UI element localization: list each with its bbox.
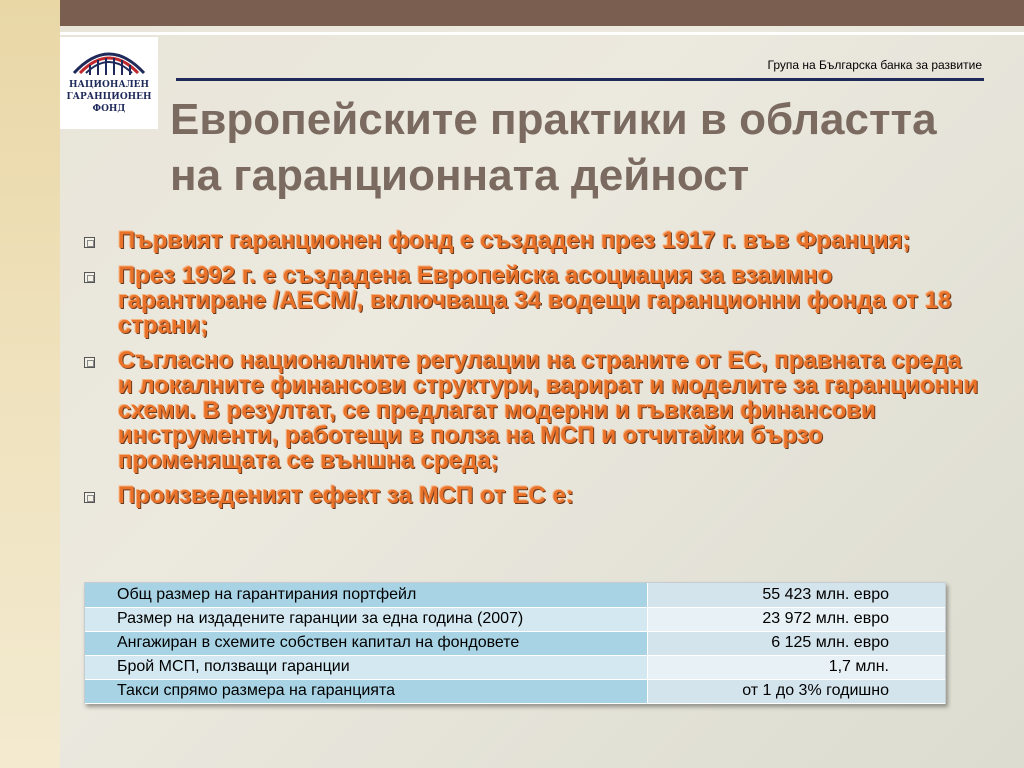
logo-line: НАЦИОНАЛЕН	[68, 80, 150, 90]
table-cell-label: Такси спрямо размера на гаранцията	[85, 679, 647, 703]
header-rule	[176, 78, 984, 81]
table-row	[85, 679, 945, 703]
bullet-item	[82, 348, 982, 473]
bullet-item	[82, 263, 982, 338]
bullet-item	[82, 483, 982, 508]
bullet-text: Съгласно националните регулации на страните от ЕС, правната среда и локалните финансови структури, варират и моделите за гаранционни схеми. В резултат, се предлагат модерни и гъвкави финансови инструменти, работещи в полза на МСП и отчитайки бързо променящата се външна среда;	[118, 347, 979, 474]
bullet-item	[82, 228, 982, 253]
table-row	[85, 583, 945, 607]
table-cell-label: Ангажиран в схемите собствен капитал на фондовете	[85, 631, 647, 655]
table-row	[85, 655, 945, 679]
title-line-2: на гаранционната дейност	[170, 151, 750, 200]
table-cell-value: 6 125 млн. евро	[647, 631, 945, 655]
table-cell-label: Общ размер на гарантирания портфейл	[85, 583, 647, 607]
sme-effect-table	[84, 582, 946, 704]
logo-arch-icon	[68, 41, 150, 77]
left-decor-strip	[0, 0, 60, 768]
logo-text	[60, 79, 158, 115]
table-cell-value: 55 423 млн. евро	[647, 583, 945, 607]
logo-line: ФОНД	[92, 104, 126, 114]
table-cell-value: 1,7 млн.	[647, 655, 945, 679]
data-table	[85, 583, 945, 704]
table-row	[85, 607, 945, 631]
square-bullet-icon	[84, 357, 95, 368]
square-bullet-icon	[84, 272, 95, 283]
bullet-text: Произведеният ефект за МСП от ЕС е:	[118, 482, 574, 509]
table-cell-value: от 1 до 3% годишно	[647, 679, 945, 703]
logo	[60, 37, 158, 129]
group-label: Група на Българска банка за развитие	[767, 58, 982, 72]
bullet-text: През 1992 г. е създадена Европейска асоциация за взаимно гарантиране /AECM/, включваща 34 водещи гаранционни фонда от 18 страни;	[118, 262, 952, 339]
table-cell-label: Брой МСП, ползващи гаранции	[85, 655, 647, 679]
top-bar	[60, 0, 1024, 26]
bullet-list	[82, 228, 982, 518]
table-cell-label: Размер на издадените гаранции за една година (2007)	[85, 607, 647, 631]
title-line-1: Европейските практики в областта	[170, 95, 937, 144]
square-bullet-icon	[84, 492, 95, 503]
table-row	[85, 631, 945, 655]
page-title	[170, 92, 1000, 204]
logo-line: ГАРАНЦИОНЕН	[66, 92, 152, 102]
table-cell-value: 23 972 млн. евро	[647, 607, 945, 631]
top-divider	[60, 32, 1024, 35]
bullet-text: Първият гаранционен фонд е създаден през 1917 г. във Франция;	[118, 227, 911, 254]
square-bullet-icon	[84, 237, 95, 248]
